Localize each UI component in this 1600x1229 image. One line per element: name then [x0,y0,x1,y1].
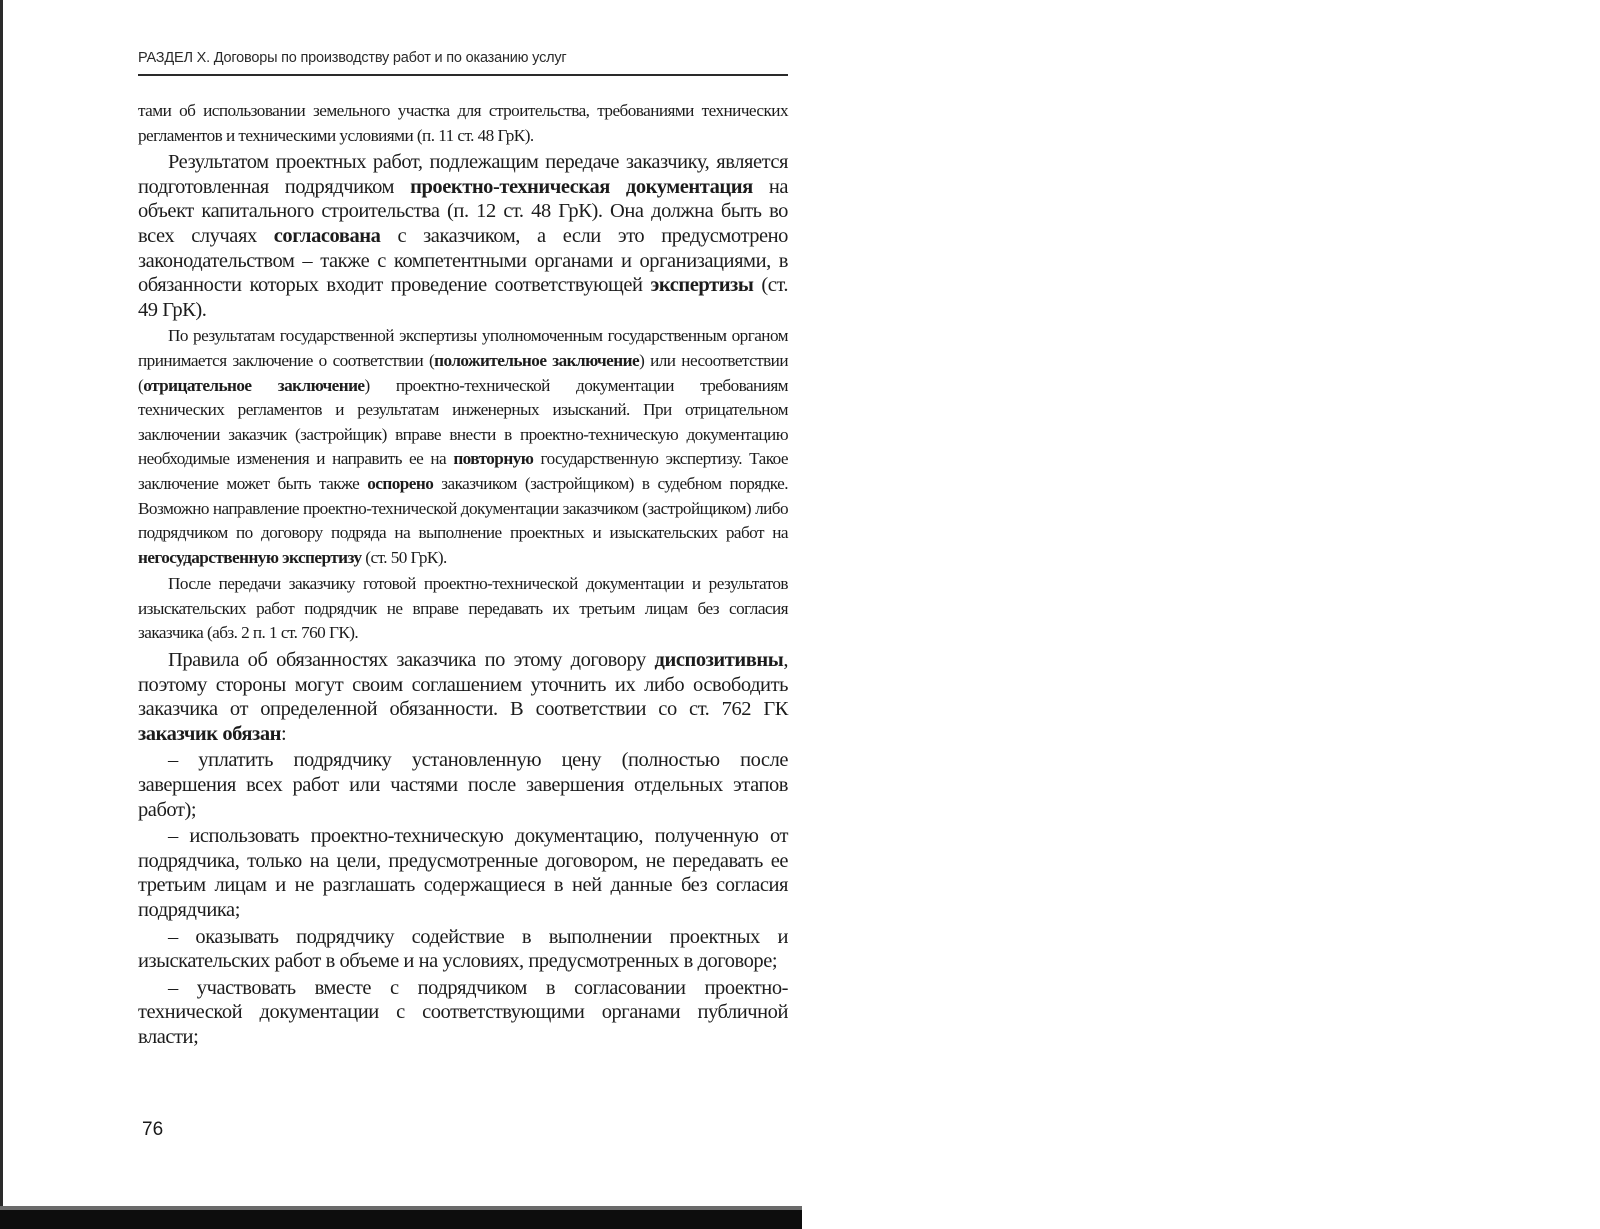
text-span: государственную экспертизу. Такое заключение может быть также [138,449,788,493]
text-span: : [281,722,287,745]
paragraph-state-expertise [138,324,788,570]
page-number: 76 [142,1119,164,1140]
bold-term: экспертизы [650,274,754,297]
page-body [138,99,788,1052]
bold-term: повторную [453,449,534,469]
text-span: По результатам государственной экспертизы уполномоченным государственным органом принимается заключение о соответствии ( [138,326,788,370]
text-span: (ст. 49 ГрК). [138,274,789,321]
text-span: Правила об обязанностях заказчика по этому договору [168,649,655,672]
paragraph-customer-duties [138,648,788,746]
bold-term: негосударственную экспертизу [138,547,362,567]
text-span: заказчиком (застройщиком) в судебном порядке. Возможно направление проектно-технической документации заказчиком (застройщиком) либо подрядчиком по договору подряда на выполнение проектных и изыскательских работ на [138,473,788,543]
scan-bottom-bar [0,1210,802,1229]
bold-term: проектно-техническая документация [410,175,753,198]
running-head: РАЗДЕЛ X. Договоры по производству работ и по оказанию услуг [138,50,567,66]
bold-term: оспорено [367,473,434,493]
text-span: Результатом проектных работ, подлежащим передаче заказчику, является подготовленная подрядчиком [138,151,788,198]
text-span: ) или несоответствии ( [138,350,788,395]
list-item: – участвовать вместе с подрядчиком в согласовании проектно-технической документации с соответствующими органами публичной власти; [138,976,788,1048]
header-rule [138,74,788,76]
bold-term: заказчик обязан [138,722,282,745]
text-span: на объект капитального строительства (п. 12 ст. 48 ГрК). Она должна быть во всех случаях [138,175,788,247]
paragraph-project-documentation [138,150,788,322]
paragraph-transfer-restriction: После передачи заказчику готовой проектно-технической документации и результатов изыскательских работ подрядчик не вправе передавать их третьим лицам без согласия заказчика (абз. 2 п. 1 ст. 760 ГК). [138,574,788,643]
bold-term: отрицательное заключение [143,375,365,395]
list-item: – оказывать подрядчику содействие в выполнении проектных и изыскательских работ в объеме и на условиях, предусмотренных в договоре; [138,925,788,973]
text-span: (ст. 50 ГрК). [361,547,447,567]
text-span: , поэтому стороны могут своим соглашением уточнить их либо освободить заказчика от определенной обязанности. В соответствии со ст. 762 ГК [138,649,788,721]
bold-term: согласована [273,224,381,247]
paragraph-continuation: тами об использовании земельного участка для строительства, требованиями технических регламентов и техническими условиями (п. 11 ст. 48 ГрК). [138,101,788,145]
text-span: с заказчиком, а если это предусмотрено законодательством – также с компетентными органами и организациями, в обязанности которых входит проведение соответствующей [138,224,788,297]
text-span: ) проектно-технической документации требованиям технических регламентов и результатам инженерных изысканий. При отрицательном заключении заказчик (застройщик) вправе внести в проектно-техническую документацию необходимые изменения и направить ее на [138,375,789,469]
list-item: – использовать проектно-техническую документацию, полученную от подрядчика, только на цели, предусмотренные договором, не передавать ее третьим лицам и не разглашать содержащиеся в ней данные без согласия подрядчика; [138,825,788,921]
bold-term: положительное заключение [434,350,640,370]
list-item: – уплатить подрядчику установленную цену (полностью после завершения всех работ или частями после завершения отдельных этапов работ); [138,749,788,821]
scan-left-edge [0,0,3,1229]
bold-term: диспозитивны [654,649,784,672]
